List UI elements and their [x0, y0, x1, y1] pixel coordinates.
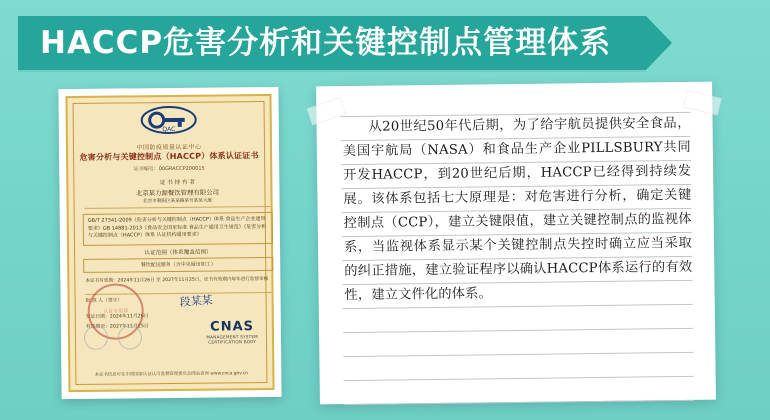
certificate-title: 危害分析与关键控制点（HACCP）体系认证证书 — [79, 151, 259, 162]
certificate-standards-box: GB/T 27341-2009《危害分析与关键控制点（HACCP）体系 食品生产企业通用要求》GB 14881-2013《食品安全国家标准 食品生产通用卫生规范》《危害分析与关键控制点（HACCP）体系 认证机构通用要求》 — [83, 212, 273, 246]
note-paragraph: 从20世纪50年代后期，为了给宇航员提供安全食品，美国宇航局（NASA）和食品生产企业PILLSBURY共同开发HACCP，到20世纪后期，HACCP已经得到持续发展。该体系包括七大原理是：对危害进行分析，确定关键控制点（CCP），建立关键限值，建立关键控制点的监视体系，当监视体系显示某个关键控制点失控时确立应当采取的纠正措施，建立验证程序以确认HACCP体系运行的有效性，建立文件化的体系。 — [342, 115, 693, 304]
note-paper — [316, 82, 716, 405]
certificate-organization: 中国防疫质量认证中心 — [136, 143, 202, 152]
certificate-company-name: 北京某力源餐饮管理有限公司 — [135, 188, 220, 198]
title-banner-arrow-icon — [646, 16, 672, 70]
certificate-scope-title: 认证范围（体系覆盖范围） — [144, 249, 212, 257]
cnas-logo-icon: CNAS — [210, 319, 255, 335]
title-banner — [0, 16, 770, 70]
certificate-stamp: 认证专用章 — [87, 283, 144, 340]
certificate-footer: 本证书信息可在中国国家认证认可监督管理委员会网站查询 www.cnca.gov.cn — [94, 371, 249, 378]
seal-mark-1 — [84, 326, 108, 350]
certificate-signature: 段某某 — [179, 293, 214, 310]
cnas-subtitle-2: CERTIFICATION BODY — [208, 339, 257, 345]
certificate-header — [68, 104, 270, 152]
certificate-company-address: 北京市朝阳区某某路某号某某大厦 — [143, 198, 213, 205]
svg-text:QAC: QAC — [162, 125, 176, 134]
note-rule-line — [344, 400, 694, 405]
certificate-border — [65, 94, 274, 392]
certificate-seal-marks — [84, 325, 147, 354]
certificate-card — [58, 87, 281, 399]
note-body-text — [342, 112, 692, 308]
certificate-subtitle: 证书编号：00GRACCP200015 — [133, 165, 205, 173]
certificate-valid-date: 有效期至：2027年11月25日 — [85, 324, 149, 330]
cnas-accreditation-block — [206, 319, 258, 345]
note-rule-line — [344, 376, 694, 381]
certificate-scope-text: 餐饮配送服务（含中央厨房加工） — [83, 257, 273, 273]
seal-mark-2 — [118, 325, 142, 349]
qac-logo-icon — [140, 105, 198, 136]
note-rule-line — [343, 328, 693, 333]
certificate-sign-label: 批 准 人（签字） — [85, 298, 123, 304]
certificate-issue-note: 本证书有效期：2024年11月26日 至 2027年11月25日，证书有效期内每年进行监督审核 — [85, 276, 269, 284]
note-rule-line — [343, 352, 693, 357]
certificate-holder-label: 证 书 持 有 者 — [159, 179, 195, 187]
certificate-issue-date: 发证日期：2024年11月26日 — [85, 314, 149, 320]
cnas-subtitle-1: MANAGEMENT SYSTEM — [206, 334, 259, 340]
page-title: HACCP危害分析和关键控制点管理体系 — [40, 25, 612, 61]
